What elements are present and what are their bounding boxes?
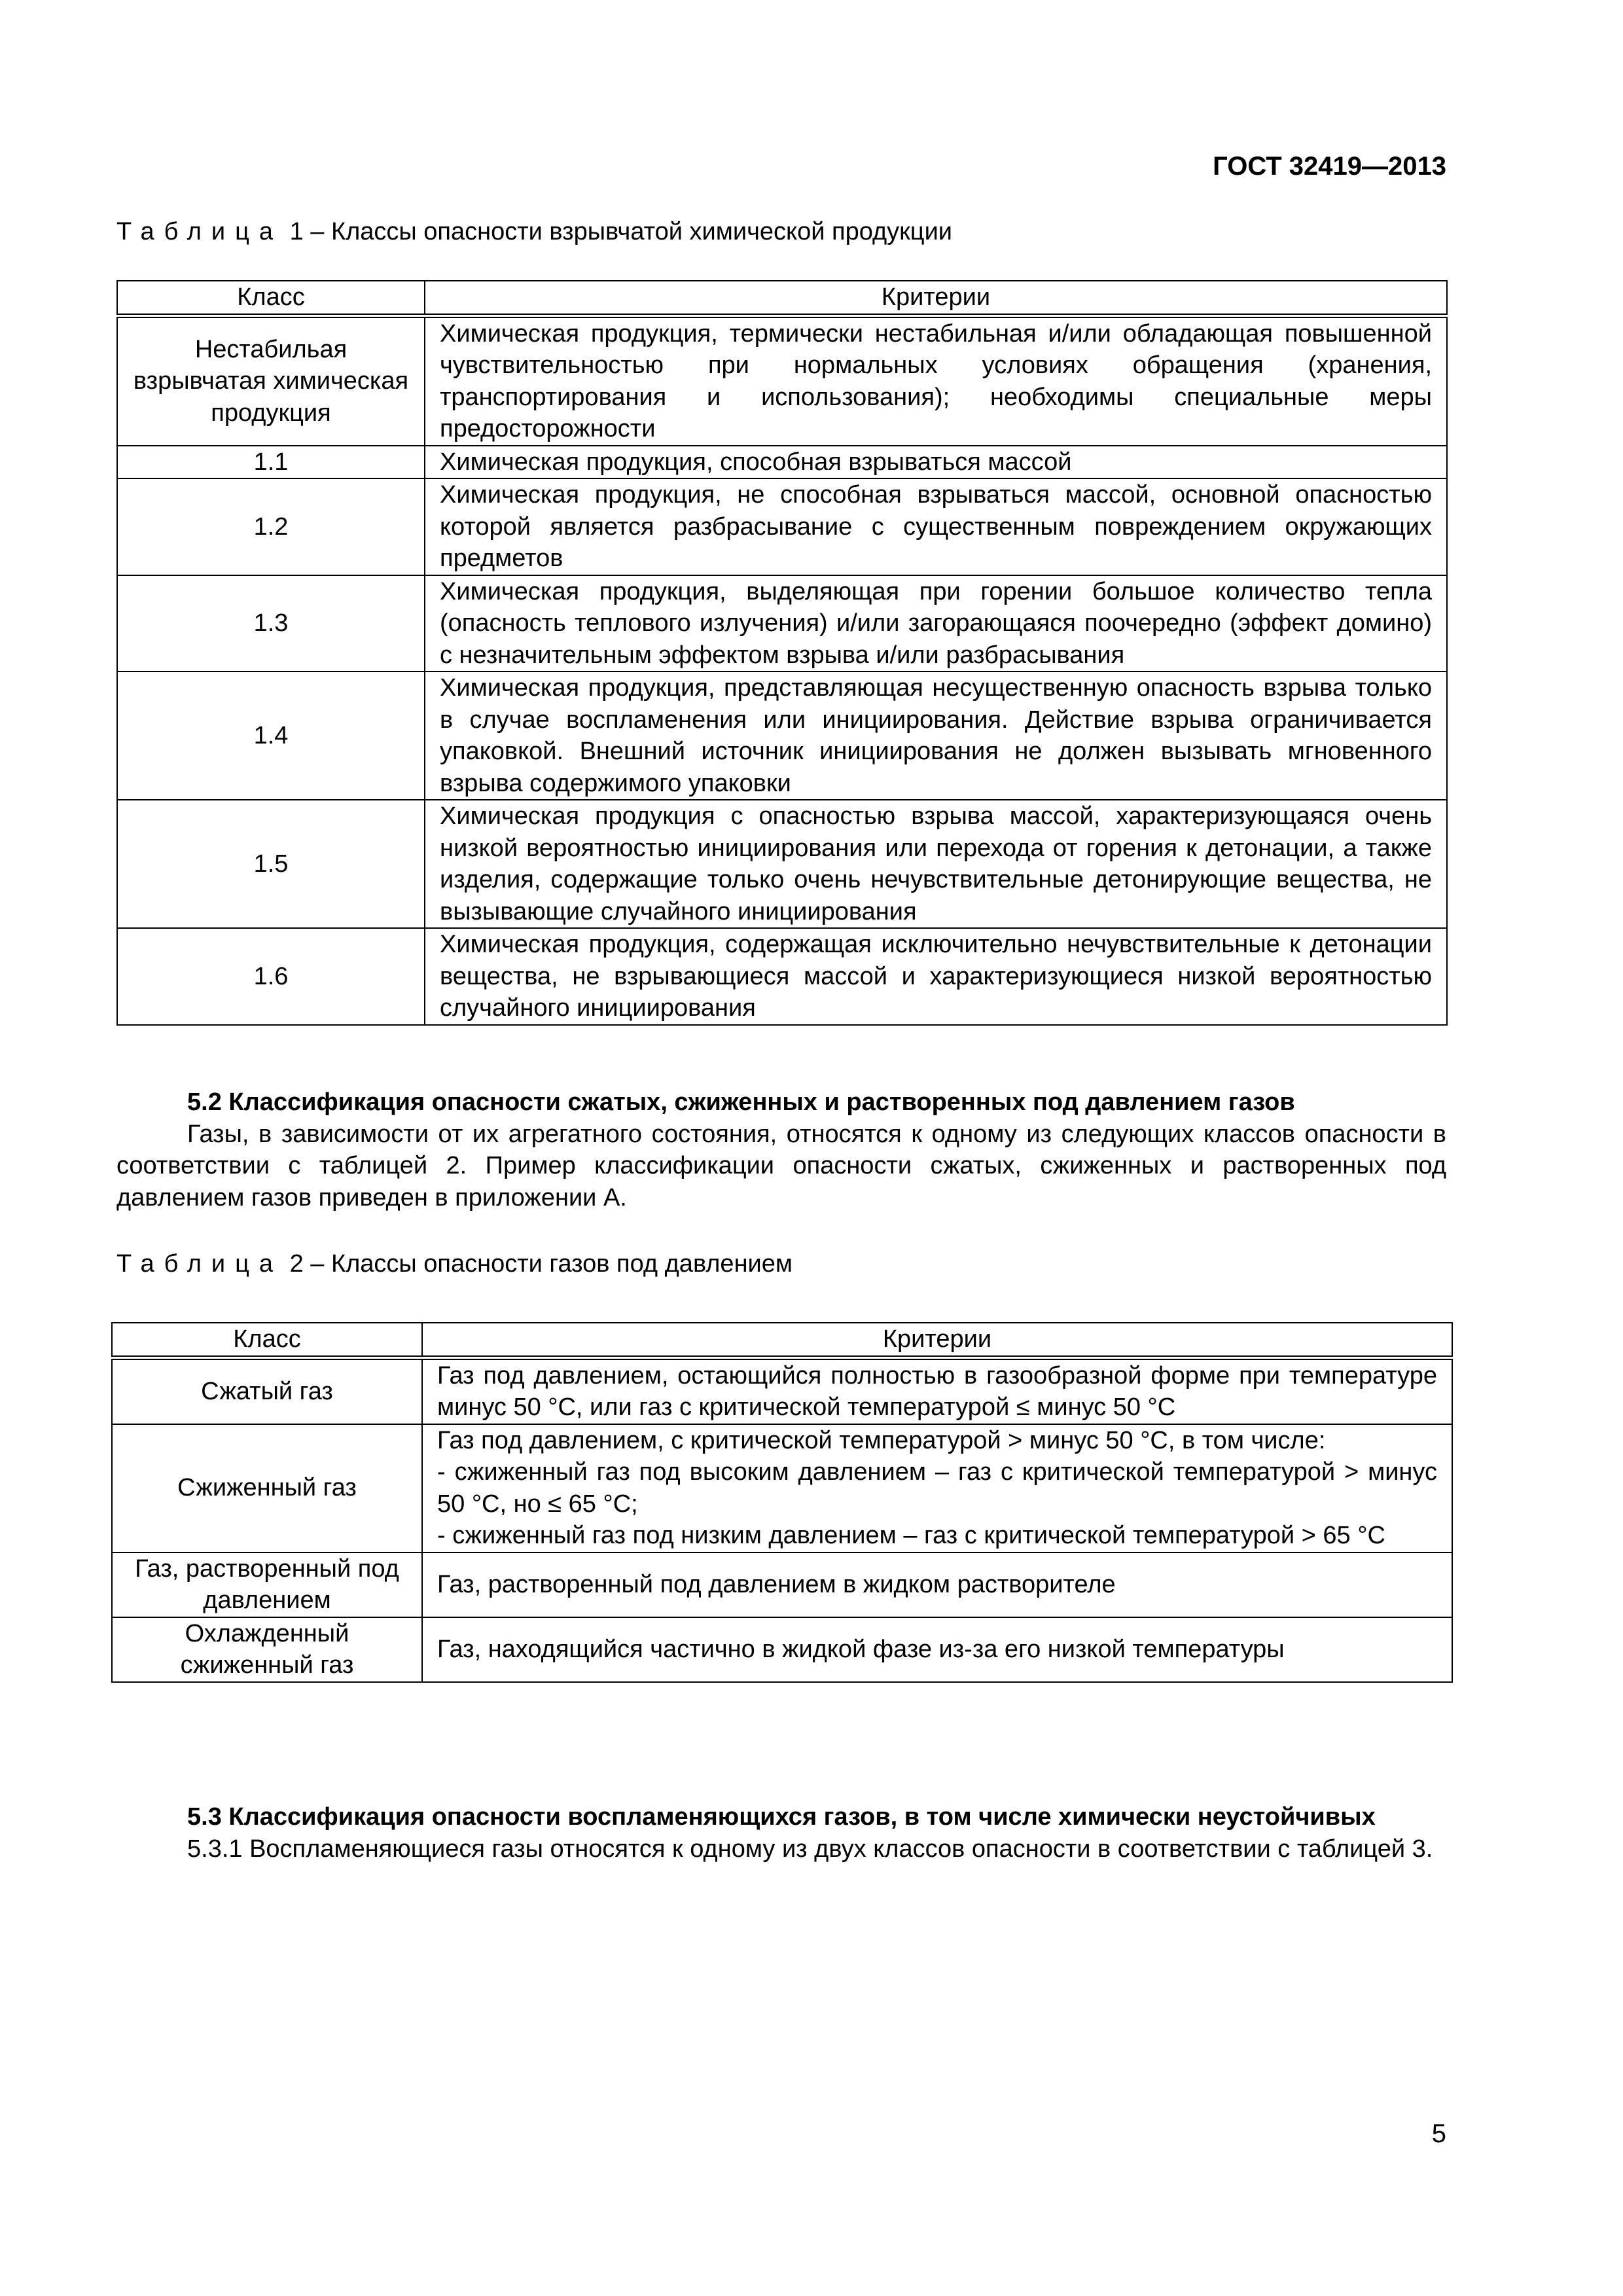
table1-header-row bbox=[117, 281, 1447, 315]
class-cell: 1.2 bbox=[117, 478, 425, 575]
criteria-cell: Химическая продукция, термически нестабильная и/или обладающая повышенной чувствительностью при нормальных условиях обращения (хранения, транспортирования и использования); необходимы специальные меры предосторожности bbox=[425, 315, 1447, 446]
table1-caption-word: Таблица bbox=[116, 218, 283, 245]
class-cell: Сжиженный газ bbox=[112, 1424, 422, 1552]
table-row bbox=[117, 478, 1447, 575]
table2-header-criteria: Критерии bbox=[422, 1323, 1452, 1357]
page-number: 5 bbox=[1431, 2119, 1446, 2148]
criteria-line: - сжиженный газ под высоким давлением – газ с критической температурой > минус 50 °С, но ≤ 65 °С; bbox=[437, 1458, 1437, 1518]
criteria-cell bbox=[422, 1617, 1452, 1682]
criteria-line: Газ, находящийся частично в жидкой фазе из-за его низкой температуры bbox=[437, 1635, 1285, 1663]
section-5-2 bbox=[116, 1086, 1446, 1213]
criteria-cell: Химическая продукция, выделяющая при горении большое количество тепла (опасность теплового излучения) и/или загорающаяся поочередно (эффект домино) с незначительным эффектом взрыва и/или разбрасывания bbox=[425, 575, 1447, 672]
table2-header-row bbox=[112, 1323, 1452, 1357]
document-code: ГОСТ 32419—2013 bbox=[1213, 152, 1446, 181]
section-5-3-text: 5.3.1 Воспламеняющиеся газы относятся к одному из двух классов опасности в соответствии с таблицей 3. bbox=[187, 1835, 1433, 1863]
criteria-cell: Химическая продукция, способная взрываться массой bbox=[425, 446, 1447, 479]
table-row bbox=[117, 446, 1447, 479]
table-row bbox=[117, 800, 1447, 928]
table2 bbox=[111, 1322, 1453, 1683]
class-cell: Нестабильая взрывчатая химическая продукция bbox=[117, 315, 425, 446]
criteria-line: - сжиженный газ под низким давлением – газ с критической температурой > 65 °С bbox=[437, 1522, 1385, 1549]
class-cell: 1.3 bbox=[117, 575, 425, 672]
section-5-3-title: 5.3 Классификация опасности воспламеняющихся газов, в том числе химически неустойчивых bbox=[187, 1803, 1376, 1831]
table-row bbox=[117, 672, 1447, 800]
class-cell: Газ, растворенный под давлением bbox=[112, 1552, 422, 1617]
class-cell: 1.1 bbox=[117, 446, 425, 479]
table-row bbox=[117, 575, 1447, 672]
section-5-2-title: 5.2 Классификация опасности сжатых, сжиженных и растворенных под давлением газов bbox=[187, 1088, 1295, 1116]
table-row bbox=[112, 1424, 1452, 1552]
class-cell: 1.4 bbox=[117, 672, 425, 800]
criteria-cell bbox=[422, 1357, 1452, 1424]
criteria-cell bbox=[422, 1424, 1452, 1552]
table1-caption-number: 1 bbox=[289, 218, 304, 245]
criteria-cell: Химическая продукция с опасностью взрыва массой, характеризующаяся очень низкой вероятностью инициирования или перехода от горения к детонации, а также изделия, содержащие только очень нечувствительные детонирующие вещества, не вызывающие случайного инициирования bbox=[425, 800, 1447, 928]
table1-caption bbox=[116, 218, 952, 246]
table1-header-class: Класс bbox=[117, 281, 425, 315]
criteria-line: Газ, растворенный под давлением в жидком растворителе bbox=[437, 1570, 1116, 1598]
table-row bbox=[117, 315, 1447, 446]
table-row bbox=[112, 1357, 1452, 1424]
table1-header-criteria: Критерии bbox=[425, 281, 1447, 315]
class-cell: Охлажденный сжиженный газ bbox=[112, 1617, 422, 1682]
table1 bbox=[116, 280, 1448, 1026]
criteria-line: Газ под давлением, остающийся полностью в газообразной форме при температуре минус 50 °С, или газ с критической температурой ≤ минус 50 °С bbox=[437, 1361, 1437, 1421]
table2-caption-title: – Классы опасности газов под давлением bbox=[310, 1250, 793, 1278]
criteria-cell: Химическая продукция, представляющая несущественную опасность взрыва только в случае воспламенения или инициирования. Действие взрыва ограничивается упаковкой. Внешний источник инициирования не должен вызывать мгновенного взрыва содержимого упаковки bbox=[425, 672, 1447, 800]
table2-caption bbox=[116, 1250, 793, 1278]
table2-caption-word: Таблица bbox=[116, 1250, 283, 1278]
table2-header-class: Класс bbox=[112, 1323, 422, 1357]
table-row bbox=[117, 928, 1447, 1025]
section-5-2-text: Газы, в зависимости от их агрегатного состояния, относятся к одному из следующих классов опасности в соответствии с таблицей 2. Пример классификации опасности сжатых, сжиженных и растворенных под давлением газов приведен в приложении А. bbox=[116, 1120, 1446, 1211]
class-cell: 1.5 bbox=[117, 800, 425, 928]
criteria-cell: Химическая продукция, не способная взрываться массой, основной опасностью которой является разбрасывание с существенным повреждением окружающих предметов bbox=[425, 478, 1447, 575]
criteria-line: Газ под давлением, с критической температурой > минус 50 °С, в том числе: bbox=[437, 1426, 1326, 1454]
table-row bbox=[112, 1552, 1452, 1617]
section-5-3 bbox=[116, 1801, 1446, 1865]
table-row bbox=[112, 1617, 1452, 1682]
criteria-cell: Химическая продукция, содержащая исключительно нечувствительные к детонации вещества, не взрывающиеся массой и характеризующиеся низкой вероятностью случайного инициирования bbox=[425, 928, 1447, 1025]
class-cell: Сжатый газ bbox=[112, 1357, 422, 1424]
class-cell: 1.6 bbox=[117, 928, 425, 1025]
table1-caption-title: – Классы опасности взрывчатой химической продукции bbox=[310, 218, 953, 245]
criteria-cell bbox=[422, 1552, 1452, 1617]
table2-caption-number: 2 bbox=[289, 1250, 304, 1278]
